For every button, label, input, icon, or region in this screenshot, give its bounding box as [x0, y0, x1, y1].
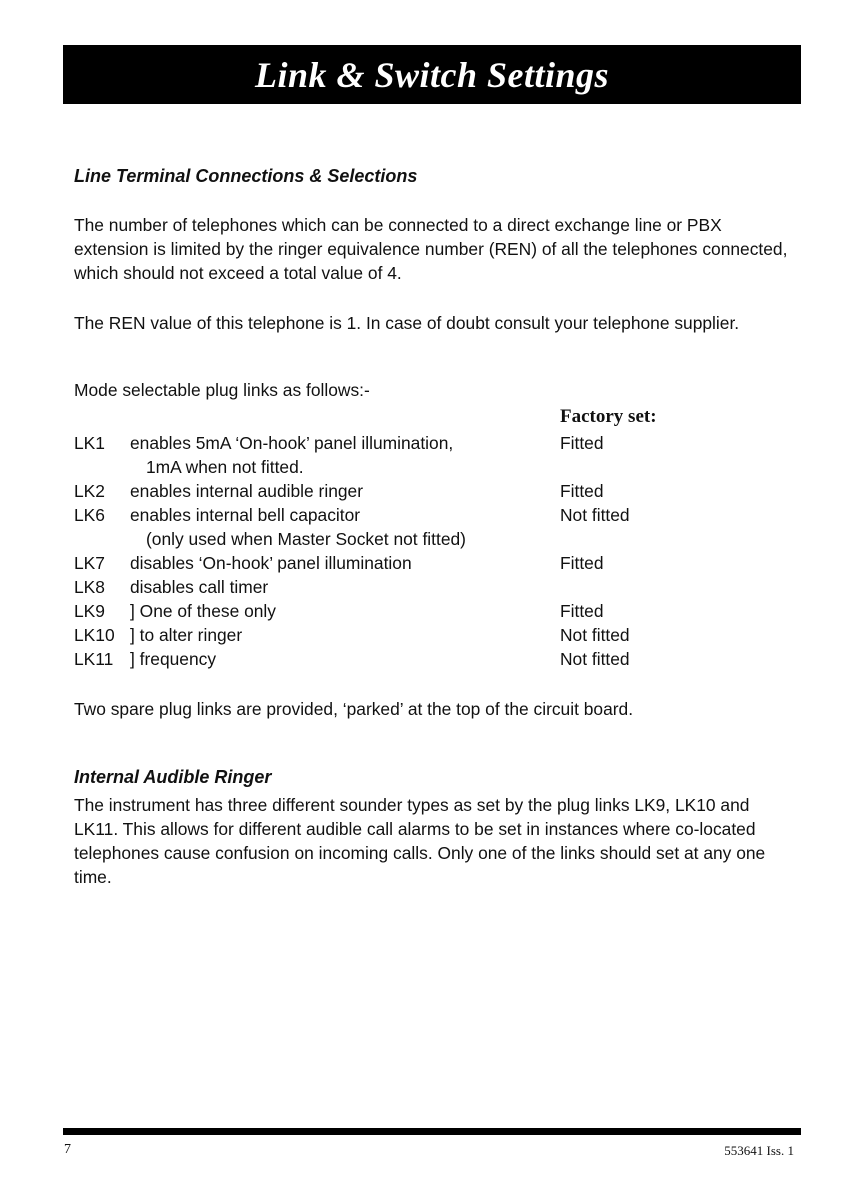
link-row — [74, 575, 794, 599]
link-factory-status: Not fitted — [560, 625, 630, 645]
link-id: LK9 — [74, 601, 105, 621]
link-factory-status: Fitted — [560, 601, 604, 621]
link-description: (only used when Master Socket not fitted) — [146, 529, 466, 549]
spare-links-note: Two spare plug links are provided, ‘parked’ at the top of the circuit board. — [74, 699, 634, 719]
link-factory-status: Fitted — [560, 433, 604, 453]
audible-ringer-paragraph: The instrument has three different sounder types as set by the plug links LK9, LK10 and LK11. This allows for different audible call alarms to be set in instances where co-located telephones cause confusion on incoming calls. Only one of the links should set at any one time. — [74, 795, 766, 887]
page-banner — [63, 45, 801, 104]
link-row — [74, 623, 794, 647]
document-reference: 553641 Iss. 1 — [724, 1143, 794, 1158]
link-factory-status: Fitted — [560, 481, 604, 501]
ren-limit-paragraph: The number of telephones which can be connected to a direct exchange line or PBX extension is limited by the ringer equivalence number (REN) of all the telephones connected, which should not exceed a total value of 4. — [74, 215, 788, 283]
link-id: LK6 — [74, 505, 105, 525]
link-row — [74, 599, 794, 623]
factory-set-header: Factory set: — [560, 406, 657, 427]
section-heading-line-terminal: Line Terminal Connections & Selections — [74, 166, 418, 186]
link-id: LK11 — [74, 649, 114, 669]
link-id: LK7 — [74, 553, 105, 573]
link-description: enables internal audible ringer — [130, 481, 363, 501]
ren-value-paragraph: The REN value of this telephone is 1. In case of doubt consult your telephone supplier. — [74, 313, 740, 333]
link-description: enables 5mA ‘On-hook’ panel illumination, — [130, 433, 454, 453]
links-intro: Mode selectable plug links as follows:- — [74, 380, 370, 400]
link-row — [74, 431, 794, 455]
link-id: LK10 — [74, 625, 115, 645]
link-description: enables internal bell capacitor — [130, 505, 361, 525]
link-factory-status: Not fitted — [560, 649, 630, 669]
link-factory-status: Not fitted — [560, 505, 630, 525]
link-id: LK8 — [74, 577, 105, 597]
link-id: LK2 — [74, 481, 105, 501]
link-row — [74, 503, 794, 527]
link-description: disables ‘On-hook’ panel illumination — [130, 553, 412, 573]
page-title: Link & Switch Settings — [254, 54, 610, 95]
link-description: 1mA when not fitted. — [146, 457, 304, 477]
link-description: ] frequency — [130, 649, 217, 669]
link-row — [74, 647, 794, 671]
link-row — [74, 479, 794, 503]
section-heading-audible-ringer: Internal Audible Ringer — [74, 767, 272, 787]
link-row — [74, 527, 794, 551]
page-number: 7 — [64, 1142, 71, 1157]
link-description: ] to alter ringer — [130, 625, 243, 645]
link-row — [74, 551, 794, 575]
link-description: disables call timer — [130, 577, 269, 597]
footer-rule — [63, 1128, 801, 1135]
link-factory-status: Fitted — [560, 553, 604, 573]
link-description: ] One of these only — [130, 601, 276, 621]
link-id: LK1 — [74, 433, 105, 453]
link-row — [74, 455, 794, 479]
